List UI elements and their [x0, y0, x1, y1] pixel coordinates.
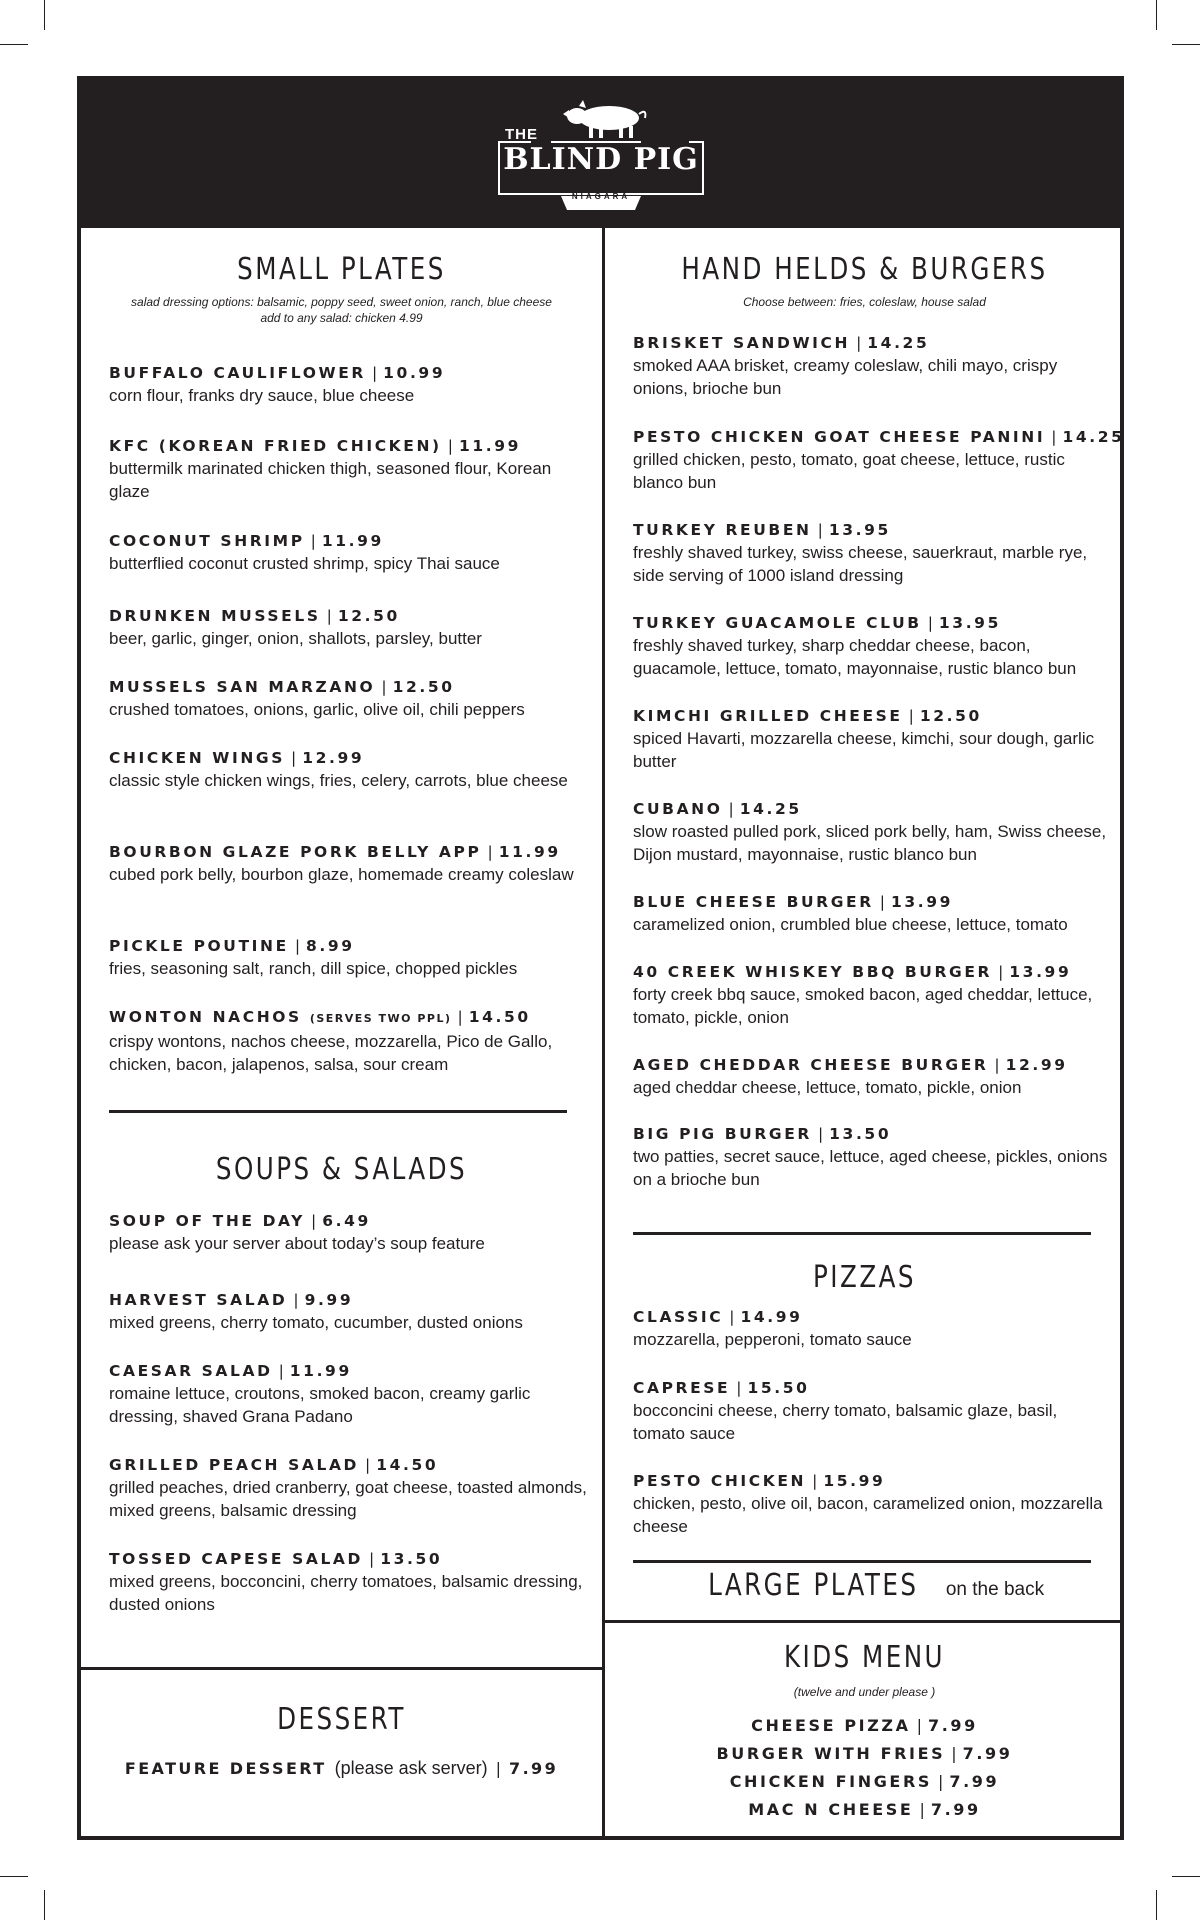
dressing-options-note: salad dressing options: balsamic, poppy seed, sweet onion, ranch, blue cheese — [131, 295, 552, 309]
item-price: 11.99 — [498, 843, 561, 861]
menu-item-coconut-shrimp — [109, 530, 589, 575]
soups-salads-title: SOUPS & SALADS — [215, 1152, 468, 1187]
menu-item-caesar-salad — [109, 1360, 589, 1428]
section-rule — [633, 1560, 1091, 1563]
item-price: 15.99 — [823, 1472, 886, 1490]
item-price: 7.99 — [930, 1800, 981, 1819]
menu-item-caprese-pizza — [633, 1377, 1113, 1445]
item-name: CAPRESE — [633, 1379, 731, 1397]
menu-item-big-pig-burger — [633, 1123, 1113, 1191]
separator: | — [817, 1125, 824, 1143]
separator: | — [293, 1291, 299, 1309]
item-name: BIG PIG BURGER — [633, 1125, 812, 1143]
item-name: AGED CHEDDAR CHEESE BURGER — [633, 1056, 989, 1074]
item-name: COCONUT SHRIMP — [109, 532, 305, 550]
crop-mark — [1172, 44, 1200, 45]
item-price: 15.50 — [747, 1379, 810, 1397]
menu-frame — [77, 76, 1124, 1840]
header-band — [81, 80, 1120, 228]
item-description: grilled peaches, dried cranberry, goat cheese, toasted almonds, mixed greens, balsamic dressing — [109, 1478, 587, 1520]
kids-item-chicken-fingers — [605, 1768, 1124, 1796]
item-description: crushed tomatoes, onions, garlic, olive oil, chili peppers — [109, 700, 525, 719]
separator: | — [729, 1308, 735, 1326]
small-plates-title: SMALL PLATES — [237, 252, 446, 287]
menu-item-pork-belly — [109, 841, 589, 886]
kids-menu-title: KIDS MENU — [783, 1640, 946, 1675]
section-rule — [605, 1620, 1124, 1623]
item-description: two patties, secret sauce, lettuce, aged cheese, pickles, onions on a brioche bun — [633, 1147, 1108, 1189]
separator: | — [290, 749, 297, 767]
item-price: 12.99 — [302, 749, 365, 767]
separator: | — [998, 963, 1004, 981]
item-price: 12.50 — [919, 707, 982, 725]
item-name: SOUP OF THE DAY — [109, 1212, 305, 1230]
menu-item-tossed-capese-salad — [109, 1548, 589, 1616]
item-price: 7.99 — [962, 1744, 1013, 1763]
separator: | — [916, 1716, 922, 1735]
separator: | — [310, 532, 316, 550]
small-plates-note — [81, 294, 602, 326]
item-price: 11.99 — [321, 532, 384, 550]
dessert-item — [81, 1758, 602, 1779]
separator: | — [495, 1759, 502, 1778]
item-description: beer, garlic, ginger, onion, shallots, parsley, butter — [109, 629, 482, 648]
menu-item-drunken-mussels — [109, 605, 589, 650]
item-name: MUSSELS SAN MARZANO — [109, 678, 376, 696]
menu-item-mussels-san-marzano — [109, 676, 589, 721]
separator: | — [310, 1212, 317, 1230]
item-price: 10.99 — [383, 364, 446, 382]
menu-item-turkey-guacamole-club — [633, 612, 1113, 680]
separator: | — [1051, 428, 1057, 446]
item-description: romaine lettuce, croutons, smoked bacon, creamy garlic dressing, shaved Grana Padano — [109, 1384, 531, 1426]
dessert-note: (please ask server) — [334, 1758, 488, 1778]
item-name: WONTON NACHOS — [109, 1008, 302, 1026]
item-name: CUBANO — [633, 800, 723, 818]
separator: | — [856, 334, 862, 352]
item-description: cubed pork belly, bourbon glaze, homemade creamy coleslaw — [109, 865, 574, 884]
large-plates-suffix: on the back — [945, 1579, 1045, 1600]
item-price: 11.99 — [458, 437, 521, 455]
menu-item-pickle-poutine — [109, 935, 589, 980]
item-price: 9.99 — [304, 1291, 354, 1309]
item-name: TURKEY REUBEN — [633, 521, 812, 539]
pizzas-title: PIZZAS — [812, 1260, 916, 1295]
section-rule — [109, 1110, 567, 1113]
crop-mark — [44, 0, 45, 30]
item-price: 14.25 — [1062, 428, 1125, 446]
item-description: spiced Havarti, mozzarella cheese, kimchi, sour dough, garlic butter — [633, 729, 1095, 771]
item-price: 13.99 — [891, 893, 954, 911]
item-name: BLUE CHEESE BURGER — [633, 893, 874, 911]
separator: | — [326, 607, 332, 625]
item-description: fries, seasoning salt, ranch, dill spice, chopped pickles — [109, 959, 518, 978]
separator: | — [951, 1744, 957, 1763]
item-description: buttermilk marinated chicken thigh, seasoned flour, Korean glaze — [109, 459, 552, 501]
separator: | — [369, 1550, 375, 1568]
separator: | — [728, 800, 734, 818]
large-plates-title: LARGE PLATES — [707, 1568, 919, 1603]
menu-item-cubano — [633, 798, 1113, 866]
item-description: please ask your server about today’s soup feature — [109, 1234, 485, 1253]
item-description: caramelized onion, crumbled blue cheese, lettuce, tomato — [633, 915, 1068, 934]
menu-item-classic-pizza — [633, 1306, 1113, 1351]
crop-mark — [1172, 1876, 1200, 1877]
item-name: PESTO CHICKEN — [633, 1472, 807, 1490]
item-description: corn flour, franks dry sauce, blue cheese — [109, 386, 415, 405]
crop-mark — [0, 44, 28, 45]
section-rule — [633, 1232, 1091, 1235]
item-description: smoked AAA brisket, creamy coleslaw, chili mayo, crispy onions, brioche bun — [633, 356, 1058, 398]
dessert-title: DESSERT — [277, 1702, 406, 1737]
separator: | — [908, 707, 914, 725]
item-description: butterflied coconut crusted shrimp, spicy Thai sauce — [109, 554, 500, 573]
crop-mark — [1156, 0, 1157, 30]
item-name: CLASSIC — [633, 1308, 724, 1326]
item-name: 40 CREEK WHISKEY BBQ BURGER — [633, 963, 993, 981]
menu-item-pesto-chicken-panini — [633, 426, 1125, 494]
menu-item-pesto-chicken-pizza — [633, 1470, 1113, 1538]
dessert-price: 7.99 — [509, 1759, 559, 1778]
item-name: TOSSED CAPESE SALAD — [109, 1550, 363, 1568]
item-description: forty creek bbq sauce, smoked bacon, aged cheddar, lettuce, tomato, pickle, onion — [633, 985, 1093, 1027]
logo-name: BLIND PIG — [503, 142, 699, 177]
separator: | — [812, 1472, 818, 1490]
logo-subtitle: NIAGARA — [571, 192, 631, 201]
crop-mark — [0, 1876, 28, 1877]
separator: | — [278, 1362, 284, 1380]
logo-top-word: THE — [505, 126, 538, 143]
item-price: 14.25 — [739, 800, 802, 818]
crop-mark — [44, 1890, 45, 1920]
separator: | — [938, 1772, 944, 1791]
separator: | — [381, 678, 387, 696]
item-description: crispy wontons, nachos cheese, mozzarella, Pico de Gallo, chicken, bacon, jalapenos, salsa, sour cream — [109, 1032, 553, 1074]
item-name: KIMCHI GRILLED CHEESE — [633, 707, 903, 725]
kids-item-mac-n-cheese — [605, 1796, 1124, 1824]
add-chicken-note: add to any salad: chicken 4.99 — [260, 311, 423, 325]
menu-item-turkey-reuben — [633, 519, 1113, 587]
separator: | — [927, 614, 933, 632]
separator: | — [487, 843, 493, 861]
item-price: 7.99 — [927, 1716, 978, 1735]
item-price: 12.50 — [392, 678, 455, 696]
item-price: 14.50 — [468, 1008, 531, 1026]
large-plates-note — [605, 1568, 1124, 1603]
menu-item-grilled-peach-salad — [109, 1454, 589, 1522]
separator: | — [919, 1800, 925, 1819]
kids-menu-note: (twelve and under please ) — [793, 1685, 936, 1699]
item-description: chicken, pesto, olive oil, bacon, caramelized onion, mozzarella cheese — [633, 1494, 1103, 1536]
item-price: 14.25 — [867, 334, 930, 352]
handhelds-note: Choose between: fries, coleslaw, house salad — [743, 295, 986, 309]
separator: | — [736, 1379, 742, 1397]
item-description: freshly shaved turkey, swiss cheese, sauerkraut, marble rye, side serving of 1000 island dressing — [633, 543, 1088, 585]
menu-item-blue-cheese-burger — [633, 891, 1113, 936]
item-description: mixed greens, bocconcini, cherry tomatoes, balsamic dressing, dusted onions — [109, 1572, 583, 1614]
item-name: CHEESE PIZZA — [751, 1716, 911, 1735]
handhelds-title: HAND HELDS & BURGERS — [681, 252, 1048, 287]
item-name: CHICKEN FINGERS — [729, 1772, 932, 1791]
separator: | — [879, 893, 885, 911]
item-description: freshly shaved turkey, sharp cheddar cheese, bacon, guacamole, lettuce, tomato, mayonnaise, rustic blanco bun — [633, 636, 1077, 678]
item-price: 6.49 — [322, 1212, 371, 1230]
item-name: KFC (KOREAN FRIED CHICKEN) — [109, 437, 442, 455]
menu-item-40-creek-burger — [633, 961, 1113, 1029]
menu-item-aged-cheddar-burger — [633, 1054, 1113, 1099]
item-qualifier: (SERVES TWO PPL) — [309, 1012, 452, 1025]
separator: | — [817, 521, 823, 539]
item-price: 8.99 — [306, 937, 355, 955]
menu-item-wonton-nachos — [109, 1006, 589, 1076]
item-price: 11.99 — [289, 1362, 352, 1380]
item-price: 12.50 — [337, 607, 400, 625]
item-price: 12.99 — [1005, 1056, 1068, 1074]
menu-item-soup-of-the-day — [109, 1210, 589, 1255]
item-name: TURKEY GUACAMOLE CLUB — [633, 614, 922, 632]
item-description: slow roasted pulled pork, sliced pork belly, ham, Swiss cheese, Dijon mustard, mayonnaise, rustic blanco bun — [633, 822, 1107, 864]
item-name: BUFFALO CAULIFLOWER — [109, 364, 366, 382]
blind-pig-logo — [491, 96, 711, 216]
item-description: classic style chicken wings, fries, celery, carrots, blue cheese — [109, 771, 568, 790]
menu-item-kfc — [109, 435, 589, 503]
separator: | — [447, 437, 453, 455]
item-price: 14.50 — [376, 1456, 439, 1474]
item-price: 13.99 — [1009, 963, 1072, 981]
item-description: grilled chicken, pesto, tomato, goat cheese, lettuce, rustic blanco bun — [633, 450, 1065, 492]
item-name: BURGER WITH FRIES — [716, 1744, 946, 1763]
item-name: DRUNKEN MUSSELS — [109, 607, 321, 625]
item-price: 7.99 — [949, 1772, 1000, 1791]
menu-item-kimchi-grilled-cheese — [633, 705, 1113, 773]
separator: | — [365, 1456, 371, 1474]
item-price: 13.95 — [828, 521, 891, 539]
item-description: bocconcini cheese, cherry tomato, balsamic glaze, basil, tomato sauce — [633, 1401, 1058, 1443]
separator: | — [457, 1008, 463, 1026]
dessert-name: FEATURE DESSERT — [124, 1759, 327, 1778]
item-name: BRISKET SANDWICH — [633, 334, 851, 352]
item-name: BOURBON GLAZE PORK BELLY APP — [109, 843, 482, 861]
item-name: CHICKEN WINGS — [109, 749, 285, 767]
item-price: 13.50 — [380, 1550, 443, 1568]
crop-mark — [1156, 1890, 1157, 1920]
kids-item-cheese-pizza — [605, 1712, 1124, 1740]
item-price: 13.95 — [938, 614, 1001, 632]
separator: | — [371, 364, 378, 382]
kids-item-burger-with-fries — [605, 1740, 1124, 1768]
item-price: 14.99 — [740, 1308, 803, 1326]
item-description: mixed greens, cherry tomato, cucumber, dusted onions — [109, 1313, 523, 1332]
item-description: mozzarella, pepperoni, tomato sauce — [633, 1330, 912, 1349]
item-name: PICKLE POUTINE — [109, 937, 289, 955]
item-name: CAESAR SALAD — [109, 1362, 273, 1380]
section-rule — [81, 1667, 602, 1670]
item-name: GRILLED PEACH SALAD — [109, 1456, 360, 1474]
menu-item-buffalo-cauliflower — [109, 362, 589, 407]
separator: | — [994, 1056, 1000, 1074]
separator: | — [294, 937, 301, 955]
item-name: HARVEST SALAD — [109, 1291, 288, 1309]
item-name: MAC N CHEESE — [748, 1800, 914, 1819]
item-description: aged cheddar cheese, lettuce, tomato, pickle, onion — [633, 1078, 1022, 1097]
menu-item-harvest-salad — [109, 1289, 589, 1334]
menu-item-chicken-wings — [109, 747, 589, 792]
item-name: PESTO CHICKEN GOAT CHEESE PANINI — [633, 428, 1046, 446]
item-price: 13.50 — [829, 1125, 892, 1143]
menu-item-brisket-sandwich — [633, 332, 1113, 400]
